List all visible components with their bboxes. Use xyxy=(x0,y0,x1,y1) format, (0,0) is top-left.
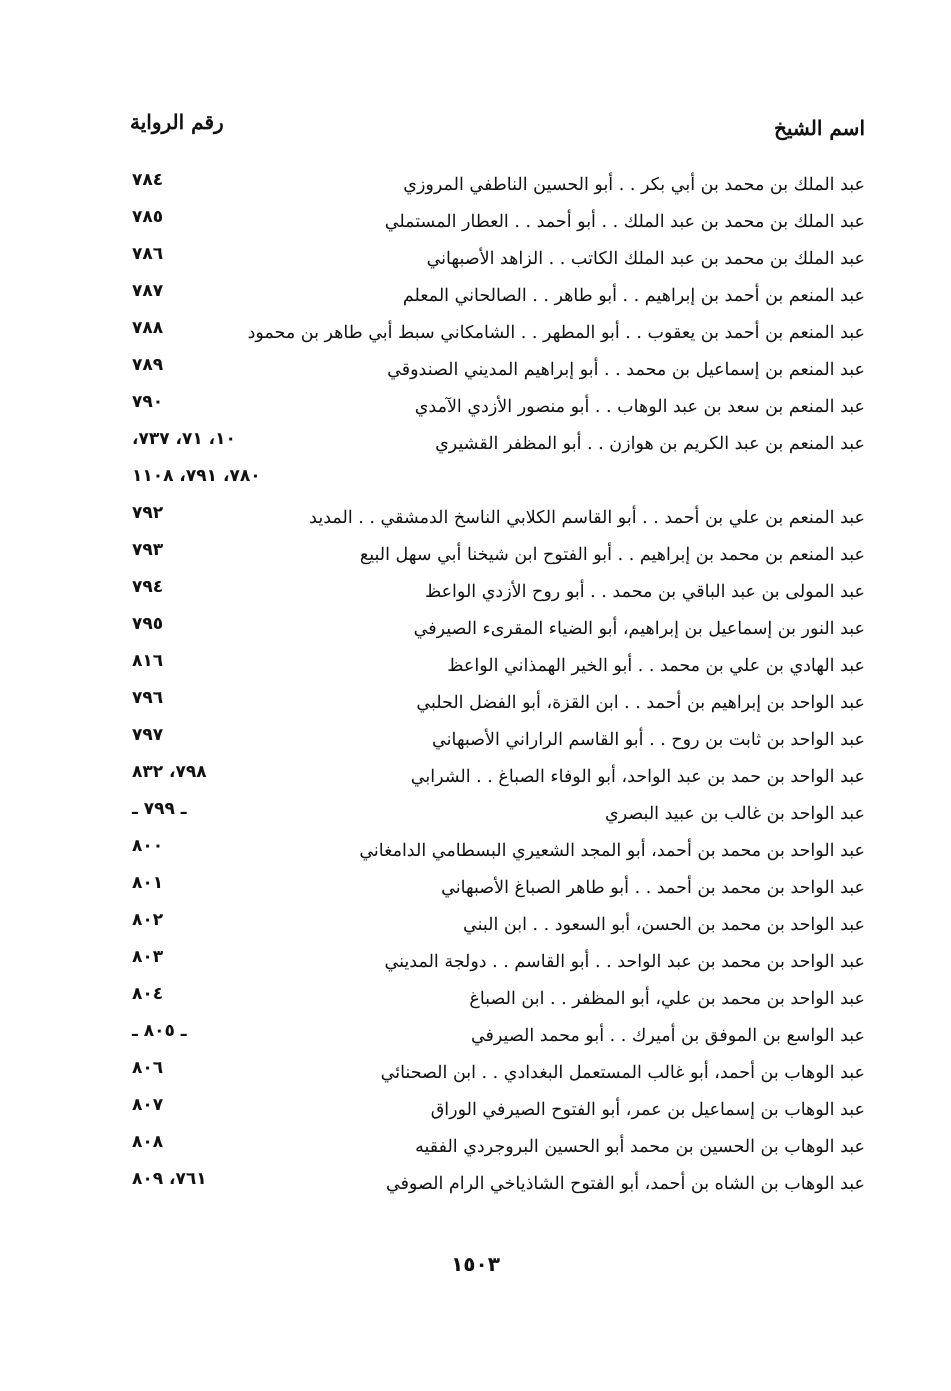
table-row xyxy=(130,910,865,947)
narration-numbers: ـ ٨٠٥ ـ xyxy=(132,1021,187,1041)
sheikh-name: عبد الواحد بن محمد بن علي، أبو المظفر . . ابن الصباغ xyxy=(469,989,865,1009)
narration-numbers: ٨١٦ xyxy=(132,651,164,671)
page-number: ١٥٠٣ xyxy=(451,1252,500,1276)
sheikh-name: عبد الوهاب بن أحمد، أبو غالب المستعمل البغدادي . . ابن الصحنائي xyxy=(380,1063,865,1083)
table-row xyxy=(130,799,865,836)
sheikh-name: عبد الملك بن محمد بن عبد الملك الكاتب . . الزاهد الأصبهاني xyxy=(426,249,865,269)
table-row xyxy=(130,873,865,910)
table-row xyxy=(130,244,865,281)
sheikh-name: عبد النور بن إسماعيل بن إبراهيم، أبو الضياء المقرىء الصيرفي xyxy=(413,619,865,639)
table-row xyxy=(130,651,865,688)
table-row xyxy=(130,1095,865,1132)
narration-numbers: ٧٩٢ xyxy=(132,503,164,523)
table-row xyxy=(130,318,865,355)
narration-numbers: ٧٩٠ xyxy=(132,392,164,412)
narration-numbers: ٨٠٣ xyxy=(132,947,164,967)
narration-numbers: ٧٨٥ xyxy=(132,207,164,227)
index-table xyxy=(130,170,865,1206)
sheikh-name: عبد الواحد بن غالب بن عبيد البصري xyxy=(605,804,865,824)
sheikh-name: عبد الملك بن محمد بن عبد الملك . . أبو أحمد . . العطار المستملي xyxy=(384,212,865,232)
narration-numbers: ٧٩٣ xyxy=(132,540,164,560)
table-row xyxy=(130,984,865,1021)
narration-numbers: ٨٠٨ xyxy=(132,1132,164,1152)
narration-numbers: ٧٩٤ xyxy=(132,577,164,597)
narration-numbers: ٨٠٢ xyxy=(132,910,164,930)
narration-numbers: ٧٨٦ xyxy=(132,244,164,264)
table-row-continuation xyxy=(130,466,865,503)
narration-numbers: ٧٦١، ٨٠٩ xyxy=(132,1169,207,1189)
narration-numbers: ٧٨٨ xyxy=(132,318,164,338)
narration-numbers: ٧٩٦ xyxy=(132,688,164,708)
table-row xyxy=(130,577,865,614)
sheikh-name: عبد الواحد بن محمد بن أحمد، أبو المجد الشعيري البسطامي الدامغاني xyxy=(359,841,865,861)
table-row xyxy=(130,1169,865,1206)
table-row xyxy=(130,207,865,244)
table-row xyxy=(130,688,865,725)
narration-numbers: ٧٨٤ xyxy=(132,170,164,190)
narration-numbers: ٧٨٩ xyxy=(132,355,164,375)
table-row xyxy=(130,614,865,651)
name-column-header: اسم الشيخ xyxy=(773,116,865,140)
narration-numbers: ٨٠٦ xyxy=(132,1058,164,1078)
narration-numbers: ٧٩٥ xyxy=(132,614,164,634)
table-row xyxy=(130,725,865,762)
narration-numbers: ٧٨٠، ٧٩١، ١١٠٨ xyxy=(132,466,261,486)
sheikh-name: عبد الواحد بن محمد بن عبد الواحد . . أبو القاسم . . دولجة المديني xyxy=(384,952,865,972)
sheikh-name: عبد المنعم بن سعد بن عبد الوهاب . . أبو منصور الأزدي الآمدي xyxy=(414,397,865,417)
table-row xyxy=(130,1021,865,1058)
sheikh-name: عبد المنعم بن محمد بن إبراهيم . . أبو الفتوح ابن شيخنا أبي سهل البيع xyxy=(359,545,865,565)
sheikh-name: عبد المولى بن عبد الباقي بن محمد . . أبو روح الأزدي الواعظ xyxy=(425,582,865,602)
sheikh-name: عبد المنعم بن أحمد بن يعقوب . . أبو المطهر . . الشامكاني سبط أبي طاهر بن محمود xyxy=(247,323,865,343)
sheikh-name: عبد المنعم بن أحمد بن إبراهيم . . أبو طاهر . . الصالحاني المعلم xyxy=(402,286,865,306)
table-row xyxy=(130,503,865,540)
table-row xyxy=(130,540,865,577)
sheikh-name: عبد المنعم بن عبد الكريم بن هوازن . . أبو المظفر القشيري xyxy=(435,434,865,454)
table-row xyxy=(130,1132,865,1169)
narration-numbers: ٧٨٧ xyxy=(132,281,164,301)
sheikh-name: عبد الواسع بن الموفق بن أميرك . . أبو محمد الصيرفي xyxy=(470,1026,865,1046)
sheikh-name: عبد الواحد بن محمد بن أحمد . . أبو طاهر الصباغ الأصبهاني xyxy=(441,878,865,898)
narration-numbers: ١٠، ٧١، ٧٣٧، xyxy=(132,429,236,449)
table-row xyxy=(130,836,865,873)
sheikh-name: عبد الوهاب بن إسماعيل بن عمر، أبو الفتوح الصيرفي الوراق xyxy=(430,1100,865,1120)
table-row xyxy=(130,281,865,318)
narration-numbers: ٨٠٤ xyxy=(132,984,164,1004)
sheikh-name: عبد الوهاب بن الحسين بن محمد أبو الحسين البروجردي الفقيه xyxy=(415,1137,865,1157)
sheikh-name: عبد الواحد بن حمد بن عبد الواحد، أبو الوفاء الصباغ . . الشرابي xyxy=(410,767,865,787)
narration-numbers: ٨٠٧ xyxy=(132,1095,164,1115)
sheikh-name: عبد المنعم بن إسماعيل بن محمد . . أبو إبراهيم المديني الصندوقي xyxy=(387,360,865,380)
sheikh-name: عبد الملك بن محمد بن أبي بكر . . أبو الحسين الناطفي المروزي xyxy=(403,175,865,195)
sheikh-name: عبد المنعم بن علي بن أحمد . . أبو القاسم الكلابي الناسخ الدمشقي . . المديد xyxy=(309,508,865,528)
table-row xyxy=(130,947,865,984)
narration-numbers: ٧٩٧ xyxy=(132,725,164,745)
table-row xyxy=(130,429,865,466)
sheikh-name: عبد الواحد بن محمد بن الحسن، أبو السعود . . ابن البني xyxy=(462,915,865,935)
narration-numbers: ٧٩٨، ٨٣٢ xyxy=(132,762,207,782)
table-header xyxy=(130,110,865,150)
table-row xyxy=(130,1058,865,1095)
number-column-header: رقم الرواية xyxy=(130,110,224,134)
table-row xyxy=(130,762,865,799)
narration-numbers: ٨٠١ xyxy=(132,873,164,893)
narration-numbers: ـ ٧٩٩ ـ xyxy=(132,799,187,819)
table-row xyxy=(130,170,865,207)
table-row xyxy=(130,355,865,392)
table-row xyxy=(130,392,865,429)
sheikh-name: عبد الوهاب بن الشاه بن أحمد، أبو الفتوح الشاذياخي الرام الصوفي xyxy=(385,1174,865,1194)
sheikh-name: عبد الواحد بن إبراهيم بن أحمد . . ابن القزة، أبو الفضل الحلبي xyxy=(416,693,865,713)
narration-numbers: ٨٠٠ xyxy=(132,836,164,856)
sheikh-name: عبد الهادي بن علي بن محمد . . أبو الخير الهمذاني الواعظ xyxy=(447,656,865,676)
sheikh-name: عبد الواحد بن ثابت بن روح . . أبو القاسم الراراني الأصبهاني xyxy=(432,730,865,750)
